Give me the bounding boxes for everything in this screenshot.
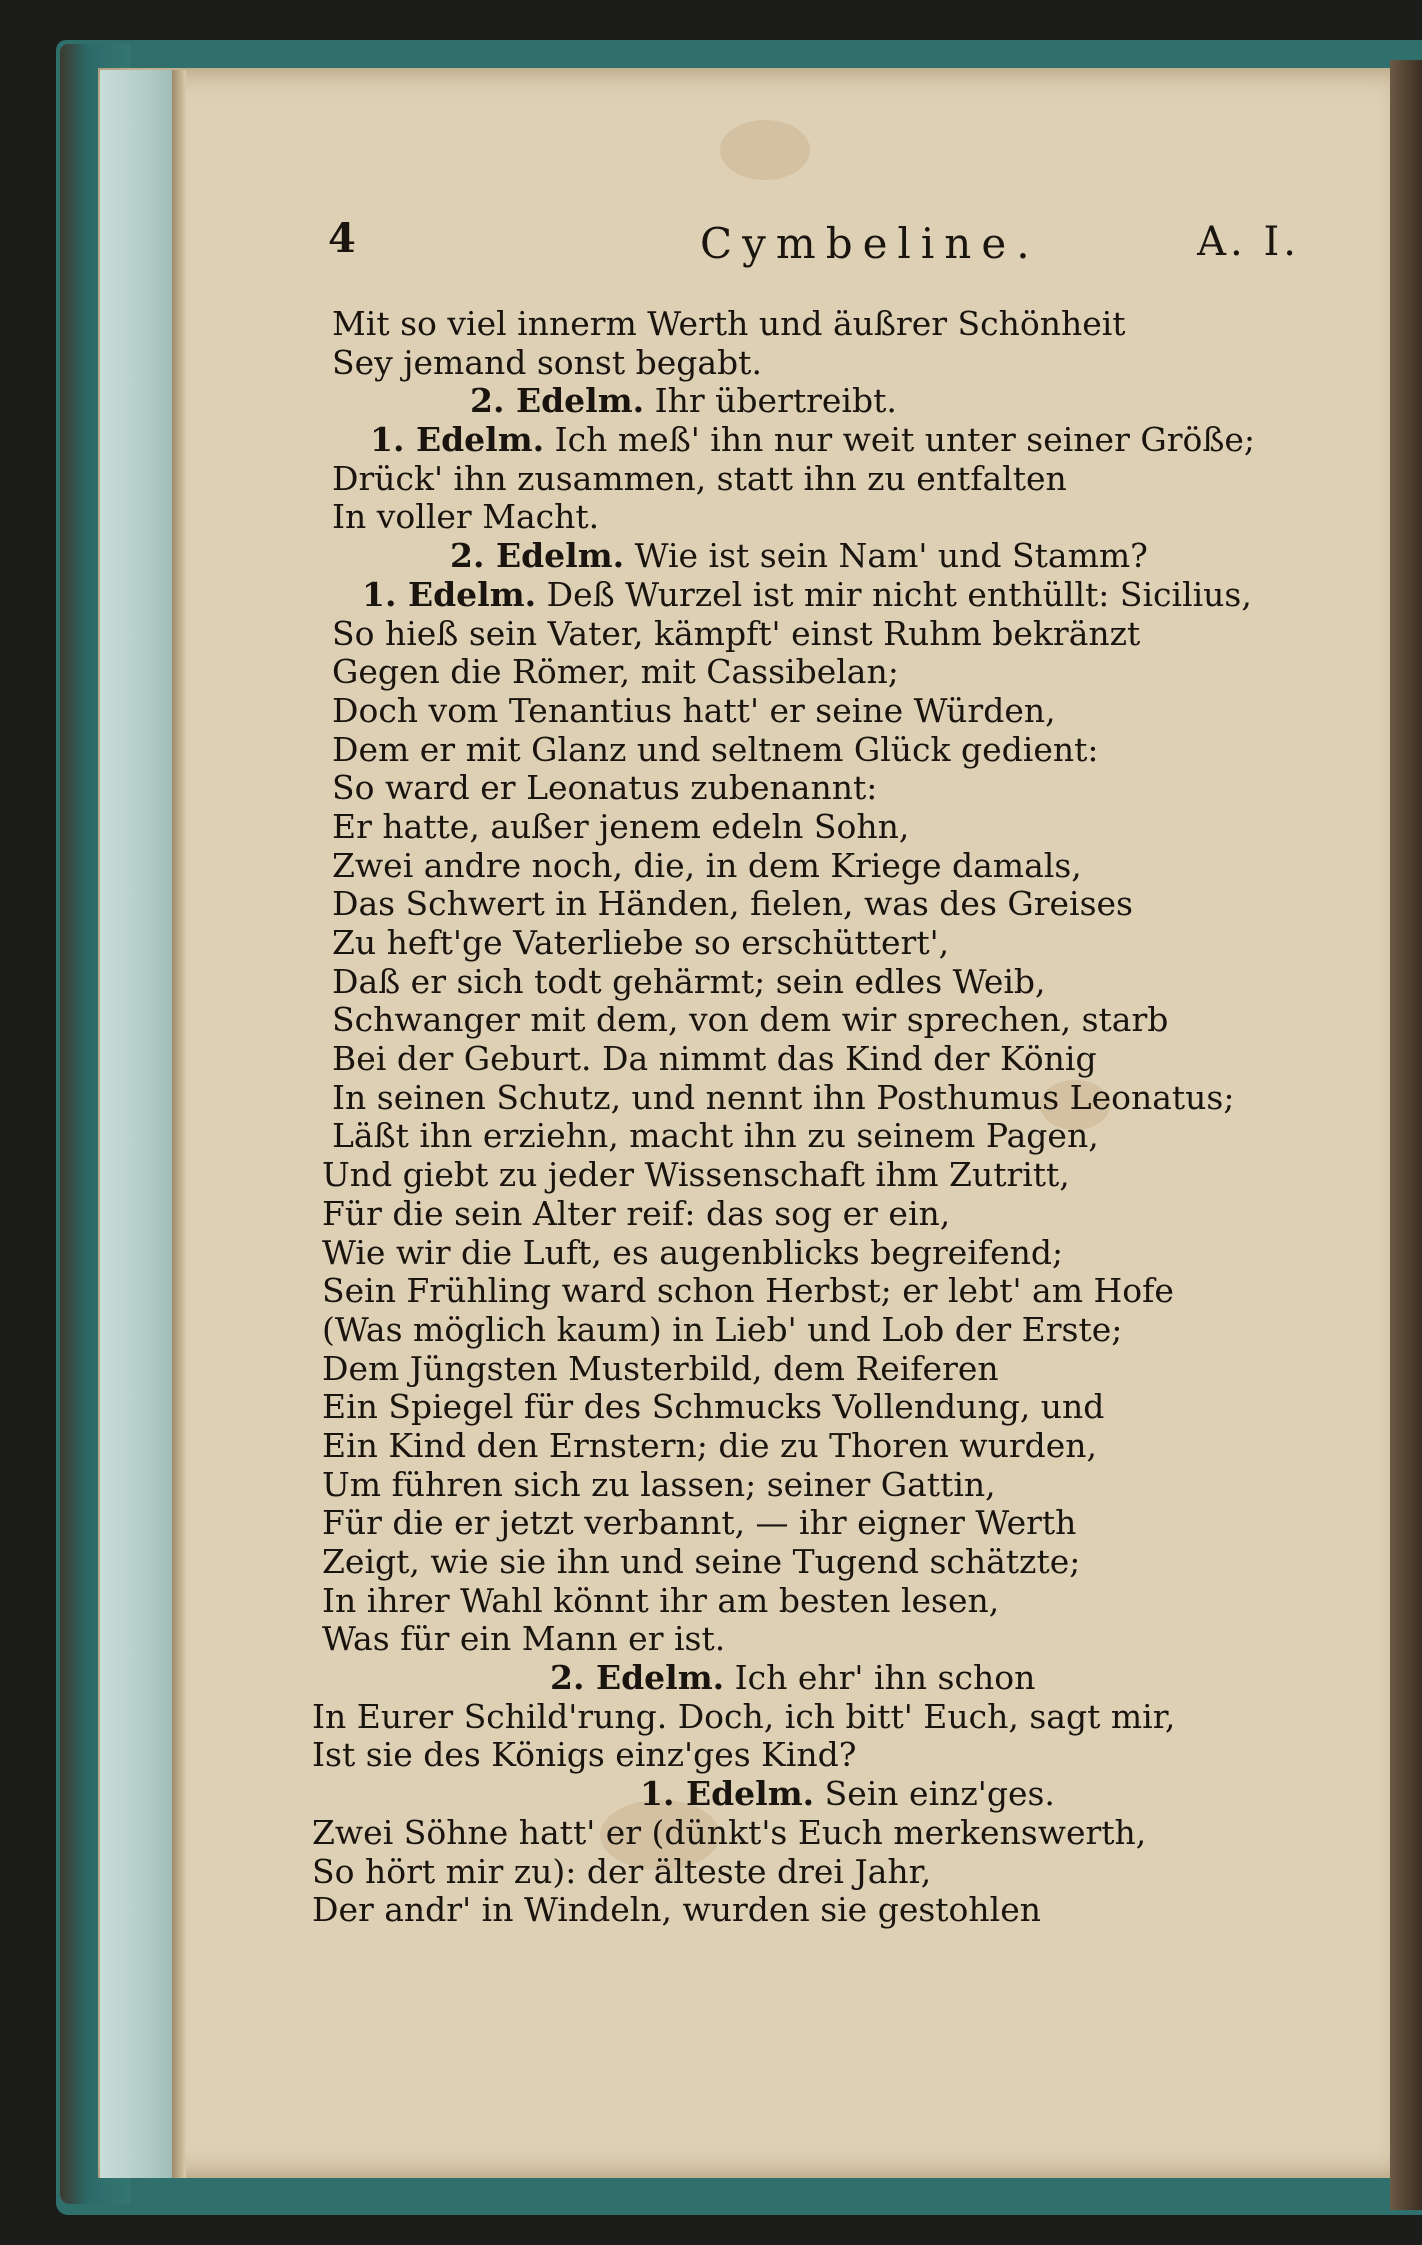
line-text: (Was möglich kaum) in Lieb' und Lob der Erste; [322,1310,1123,1349]
verse-line [300,847,1330,886]
verse-line [300,537,1330,576]
line-text: Ihr übertreibt. [654,382,897,421]
line-text: Ich ehr' ihn schon [734,1659,1036,1698]
line-text: Mit so viel innerm Werth und äußrer Schönheit [332,305,1126,343]
line-text: Ein Spiegel für des Schmucks Vollendung, und [322,1388,1105,1427]
page-number: 4 [328,215,356,262]
verse-line [300,1466,1330,1505]
verse-line [300,344,1330,383]
line-text: Und giebt zu jeder Wissenschaft ihm Zutritt, [322,1156,1070,1195]
verse-line [300,1272,1330,1311]
line-text: Der andr' in Windeln, wurden sie gestohlen [312,1891,1042,1930]
act-marker: A. I. [1197,219,1300,265]
line-text: So ward er Leonatus zubenannt: [332,769,878,808]
verse-line [300,1853,1330,1892]
verse-line [300,305,1330,344]
verse-line [300,1079,1330,1118]
verse-line [300,1620,1330,1659]
verse-line [300,615,1330,654]
line-text: Ich meß' ihn nur weit unter seiner Größe; [554,421,1256,460]
verse-line [300,1001,1330,1040]
line-text: Bei der Geburt. Da nimmt das Kind der König [332,1040,1097,1079]
line-text: Wie ist sein Nam' und Stamm? [634,537,1148,576]
line-text: Für die er jetzt verbannt, — ihr eigner Werth [322,1504,1077,1543]
verse-line [300,1040,1330,1079]
verse-line [300,885,1330,924]
verse-line [300,1117,1330,1156]
verse-line [300,1891,1330,1930]
endpaper [100,70,178,2178]
line-text: Was für ein Mann er ist. [322,1620,726,1659]
verse-line [300,576,1330,615]
line-text: Doch vom Tenantius hatt' er seine Würden, [332,691,1056,730]
speaker-label: 1. Edelm. [370,421,545,460]
verse-line [300,1659,1330,1698]
speaker-label: 1. Edelm. [362,575,537,614]
verse-line [300,460,1330,499]
line-text: In seinen Schutz, und nennt ihn Posthumus Leonatus; [332,1078,1235,1117]
verse-line [300,1234,1330,1273]
paper-stain [720,120,810,180]
line-text: Ein Kind den Ernstern; die zu Thoren wurden, [322,1426,1098,1465]
verse-line [300,924,1330,963]
verse-line [300,1388,1330,1427]
line-text: So hieß sein Vater, kämpft' einst Ruhm bekränzt [332,614,1141,653]
line-text: In voller Macht. [332,498,600,537]
verse-line [300,808,1330,847]
verse-line [300,1504,1330,1543]
speaker-label: 2. Edelm. [470,382,645,421]
line-text: Drück' ihn zusammen, statt ihn zu entfalten [332,459,1067,498]
line-text: Zeigt, wie sie ihn und seine Tugend schätzte; [322,1543,1081,1581]
running-header [320,215,1300,275]
verse-line [300,653,1330,692]
line-text: Deß Wurzel ist mir nicht enthüllt: Sicilius, [546,575,1252,614]
verse-line [300,1543,1330,1582]
line-text: Dem er mit Glanz und seltnem Glück gedient: [332,730,1099,769]
line-text: In Eurer Schild'rung. Doch, ich bitt' Euch, sagt mir, [312,1697,1176,1736]
verse-line [300,421,1330,460]
verse-line [300,692,1330,731]
line-text: Zwei andre noch, die, in dem Kriege damals, [332,846,1082,885]
line-text: Sey jemand sonst begabt. [332,343,762,382]
verse-line [300,1350,1330,1389]
running-title: Cymbeline. [700,219,1040,268]
verse-line [300,731,1330,770]
line-text: Er hatte, außer jenem edeln Sohn, [332,807,910,846]
verse-line [300,769,1330,808]
verse-line [300,1156,1330,1195]
verse-text [300,305,1330,1930]
page-stack-edge [1390,60,1422,2210]
line-text: Für die sein Alter reif: das sog er ein, [322,1194,951,1233]
line-text: Ist sie des Königs einz'ges Kind? [312,1736,857,1775]
line-text: Sein einz'ges. [824,1775,1055,1814]
speaker-label: 2. Edelm. [450,537,625,576]
verse-line [300,1775,1330,1814]
verse-line [300,1814,1330,1853]
verse-line [300,498,1330,537]
verse-line [300,1195,1330,1234]
line-text: Um führen sich zu lassen; seiner Gattin, [322,1465,996,1504]
speaker-label: 1. Edelm. [640,1775,815,1814]
verse-line [300,1736,1330,1775]
line-text: Läßt ihn erziehn, macht ihn zu seinem Pagen, [332,1117,1099,1156]
verse-line [300,963,1330,1002]
line-text: Schwanger mit dem, von dem wir sprechen, starb [332,1001,1169,1040]
line-text: So hört mir zu): der älteste drei Jahr, [312,1852,932,1891]
line-text: Dem Jüngsten Musterbild, dem Reiferen [322,1349,999,1388]
line-text: Wie wir die Luft, es augenblicks begreifend; [322,1233,1064,1272]
page-fold [172,70,186,2178]
line-text: Sein Frühling ward schon Herbst; er lebt' am Hofe [322,1272,1174,1311]
speaker-label: 2. Edelm. [550,1659,725,1698]
verse-line [300,1311,1330,1350]
line-text: Das Schwert in Händen, fielen, was des Greises [332,885,1133,924]
line-text: In ihrer Wahl könnt ihr am besten lesen, [322,1581,1000,1620]
verse-line [300,1427,1330,1466]
line-text: Zu heft'ge Vaterliebe so erschüttert', [332,924,950,962]
line-text: Daß er sich todt gehärmt; sein edles Weib, [332,962,1046,1001]
verse-line [300,1582,1330,1621]
verse-line [300,1698,1330,1737]
verse-line [300,382,1330,421]
line-text: Zwei Söhne hatt' er (dünkt's Euch merkenswerth, [312,1813,1147,1852]
line-text: Gegen die Römer, mit Cassibelan; [332,653,899,692]
